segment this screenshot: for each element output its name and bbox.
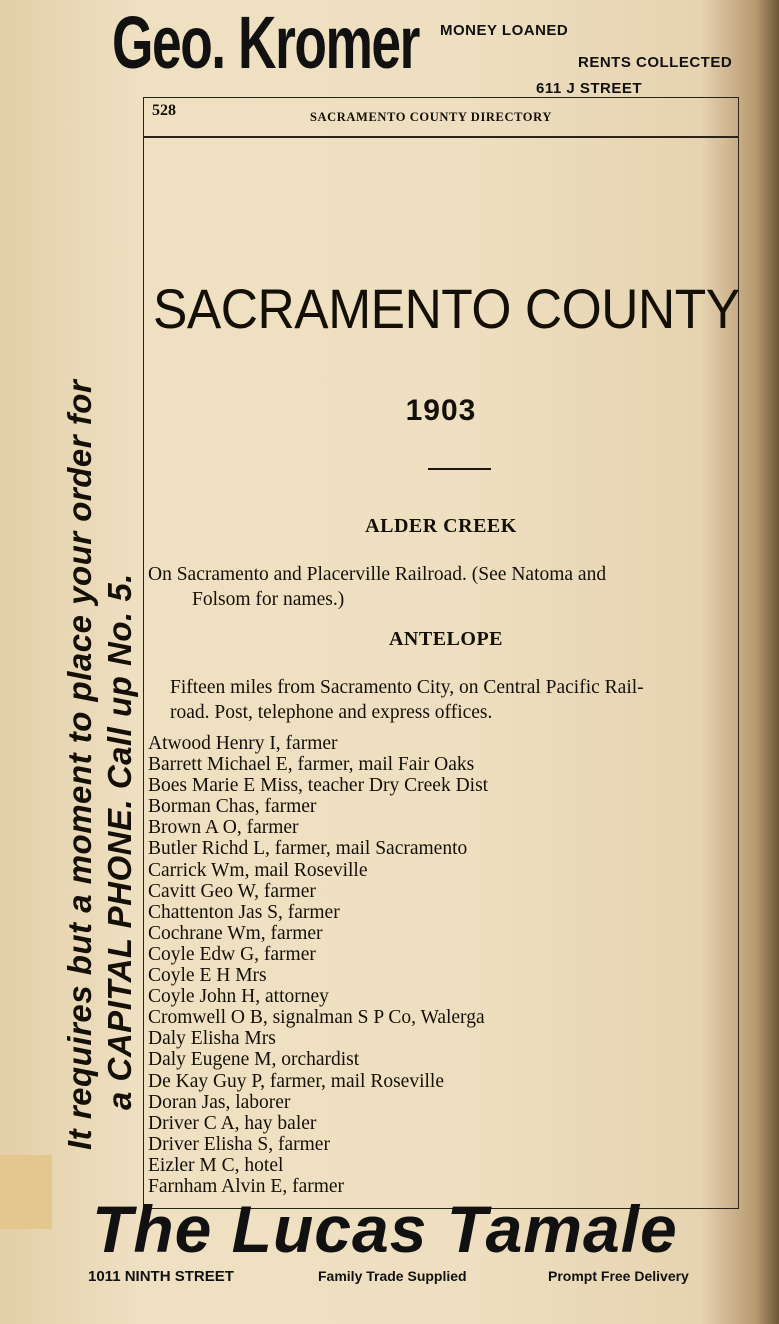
divider [428,468,491,470]
running-head: SACRAMENTO COUNTY DIRECTORY [310,110,552,124]
year: 1903 [405,394,477,427]
bottom-ad-address: 1011 NINTH STREET [88,1268,234,1285]
description-line: On Sacramento and Placerville Railroad. (See Natoma and [148,564,607,585]
side-ad-line-2: a CAPITAL PHONE. Call up No. 5. [101,573,138,1110]
page-title: SACRAMENTO COUNTY [153,277,740,340]
list-item: Daly Eugene M, orchardist [148,1049,360,1071]
description-line: road. Post, telephone and express offices. [170,702,493,723]
bottom-ad-name: The Lucas Tamale [92,1192,678,1266]
list-item: Coyle Edw G, farmer [148,943,316,965]
list-item: Carrick Wm, mail Roseville [148,859,368,881]
list-item: Boes Marie E Miss, teacher Dry Creek Dist [148,775,489,797]
description-line: Fifteen miles from Sacramento City, on Central Pacific Rail- [170,677,644,698]
side-ad-line-1: It requires but a moment to place your order for [61,379,98,1150]
list-item: De Kay Guy P, farmer, mail Roseville [148,1070,444,1092]
list-item: Chattenton Jas S, farmer [148,901,340,923]
bottom-ad-tagline: Family Trade Supplied [318,1268,467,1284]
top-ad-line-2: RENTS COLLECTED [578,54,733,71]
list-item: Atwood Henry I, farmer [148,733,338,754]
header-rule [143,136,739,138]
top-ad-line-1: MONEY LOANED [440,22,569,39]
list-item: Coyle John H, attorney [148,986,329,1008]
section-description-alder-creek [148,562,606,612]
list-item: Driver Elisha S, farmer [148,1133,330,1155]
list-item: Brown A O, farmer [148,817,299,839]
resident-list [148,733,488,1197]
top-ad-line-3: 611 J STREET [536,80,643,97]
side-advertisement [60,90,140,1150]
bottom-ad-delivery: Prompt Free Delivery [548,1268,689,1284]
list-item: Cochrane Wm, farmer [148,922,323,944]
section-heading-antelope: ANTELOPE [388,628,504,650]
list-item: Butler Richd L, farmer, mail Sacramento [148,838,468,860]
list-item: Farnham Alvin E, farmer [148,1175,345,1197]
list-item: Daly Elisha Mrs [148,1028,276,1050]
list-item: Barrett Michael E, farmer, mail Fair Oaks [148,754,475,776]
section-heading-alder-creek: ALDER CREEK [365,515,517,537]
tape-strip [0,1155,52,1229]
top-ad-name: Geo. Kromer [112,1,419,84]
list-item: Cavitt Geo W, farmer [148,880,316,902]
description-line: Folsom for names.) [192,589,345,610]
list-item: Driver C A, hay baler [148,1112,317,1134]
list-item: Coyle E H Mrs [148,965,267,987]
section-description-antelope [148,675,644,725]
list-item: Cromwell O B, signalman S P Co, Walerga [148,1007,485,1029]
list-item: Doran Jas, laborer [148,1091,291,1113]
page-number: 528 [152,102,176,119]
list-item: Borman Chas, farmer [148,796,317,818]
list-item: Eizler M C, hotel [148,1154,284,1176]
